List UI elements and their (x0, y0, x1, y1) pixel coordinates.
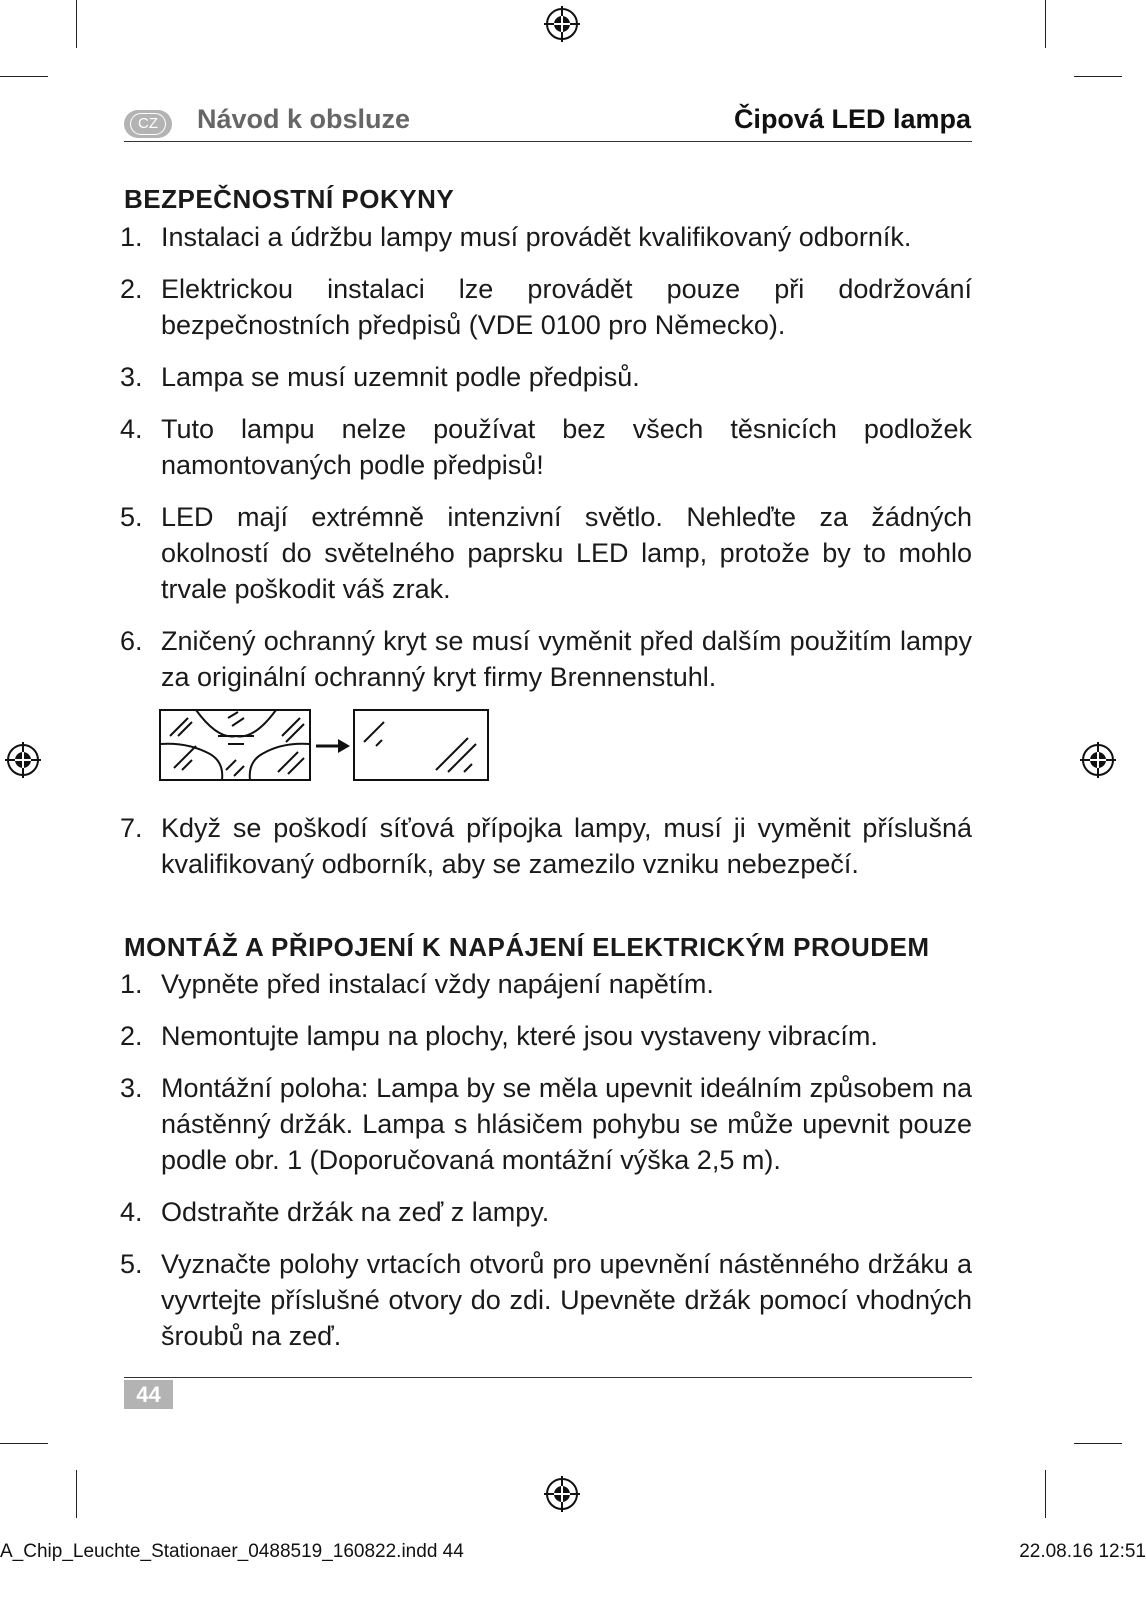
footer-divider (124, 1377, 972, 1378)
header-right-title: Čipová LED lampa (733, 104, 971, 134)
list-item (120, 411, 972, 483)
item-text: LED mají extrémně intenzivní světlo. Nehleďte za žádných okolností do světelného paprsku LED lamp, protože by to mohlo trvale poškodit váš zrak. (161, 502, 972, 604)
crop-mark (1074, 1443, 1122, 1444)
item-text: Tuto lampu nelze používat bez všech těsnicích podložek namontovaných podle předpisů! (161, 414, 972, 480)
list-item (120, 1018, 972, 1054)
item-number: 6. (120, 626, 143, 656)
item-number: 1. (120, 222, 143, 252)
list-item (120, 219, 972, 255)
crop-mark (0, 1443, 48, 1444)
cover-replacement-illustration (158, 706, 490, 784)
item-number: 5. (120, 1249, 143, 1279)
item-text: Zničený ochranný kryt se musí vyměnit před dalším použitím lampy za originální ochranný kryt firmy Brennenstuhl. (161, 626, 972, 692)
item-text: Montážní poloha: Lampa by se měla upevnit ideálním způsobem na nástěnný držák. Lampa s hlásičem pohybu se může upevnit pouze podle obr. 1 (Doporučovaná montážní výška 2,5 m). (161, 1073, 972, 1175)
crop-mark (1045, 1470, 1046, 1518)
registration-mark-icon (542, 4, 582, 44)
list-item (120, 499, 972, 607)
broken-cover-icon (160, 710, 310, 780)
item-number: 1. (120, 969, 143, 999)
print-slug-date: 22.08.16 12:51 (1019, 1541, 1146, 1562)
section-heading-installation: MONTÁŽ A PŘIPOJENÍ K NAPÁJENÍ ELEKTRICKÝM PROUDEM (124, 932, 930, 962)
list-item (120, 1246, 972, 1354)
registration-mark-icon (542, 1474, 582, 1514)
crop-mark (1045, 0, 1046, 48)
item-number: 2. (120, 274, 143, 304)
item-number: 5. (120, 502, 143, 532)
new-cover-icon (354, 710, 488, 780)
installation-list (120, 966, 972, 1370)
crop-mark (1074, 76, 1122, 77)
item-text: Nemontujte lampu na plochy, které jsou vystaveny vibracím. (161, 1021, 878, 1051)
item-number: 4. (120, 414, 143, 444)
list-item (120, 271, 972, 343)
item-number: 3. (120, 1073, 143, 1103)
list-item (120, 1070, 972, 1178)
section-heading-safety: BEZPEČNOSTNÍ POKYNY (124, 184, 455, 214)
item-text: Když se poškodí síťová přípojka lampy, musí ji vyměnit příslušná kvalifikovaný odborník, aby se zamezilo vzniku nebezpečí. (161, 813, 972, 879)
safety-list (120, 219, 972, 711)
item-text: Lampa se musí uzemnit podle předpisů. (161, 362, 640, 392)
page-number: 44 (124, 1380, 173, 1409)
language-badge (124, 110, 172, 138)
crop-mark (0, 76, 48, 77)
list-item (120, 359, 972, 395)
crop-mark (76, 0, 77, 48)
item-text: Instalaci a údržbu lampy musí provádět kvalifikovaný odborník. (161, 222, 912, 252)
item-text: Odstraňte držák na zeď z lampy. (161, 1197, 550, 1227)
item-number: 7. (120, 813, 143, 843)
registration-mark-icon (1078, 740, 1118, 780)
item-number: 3. (120, 362, 143, 392)
item-number: 2. (120, 1021, 143, 1051)
item-text: Vyznačte polohy vrtacích otvorů pro upevnění nástěnného držáku a vyvrtejte příslušné otvory do zdi. Upevněte držák pomocí vhodných šroubů na zeď. (161, 1249, 972, 1351)
item-number: 4. (120, 1197, 143, 1227)
arrow-right-icon (316, 739, 350, 753)
safety-list-continued (120, 810, 972, 898)
list-item (120, 810, 972, 882)
list-item (120, 966, 972, 1002)
language-code: CZ (130, 113, 166, 135)
crop-mark (76, 1470, 77, 1518)
list-item (120, 623, 972, 695)
registration-mark-icon (3, 740, 43, 780)
list-item (120, 1194, 972, 1230)
item-text: Vypněte před instalací vždy napájení napětím. (161, 969, 714, 999)
header-divider (124, 141, 972, 142)
item-text: Elektrickou instalaci lze provádět pouze při dodržování bezpečnostních předpisů (VDE 0100 pro Německo). (161, 274, 972, 340)
header-left-title: Návod k obsluze (197, 104, 411, 134)
print-slug-file: A_Chip_Leuchte_Stationaer_0488519_160822.indd 44 (0, 1541, 464, 1562)
